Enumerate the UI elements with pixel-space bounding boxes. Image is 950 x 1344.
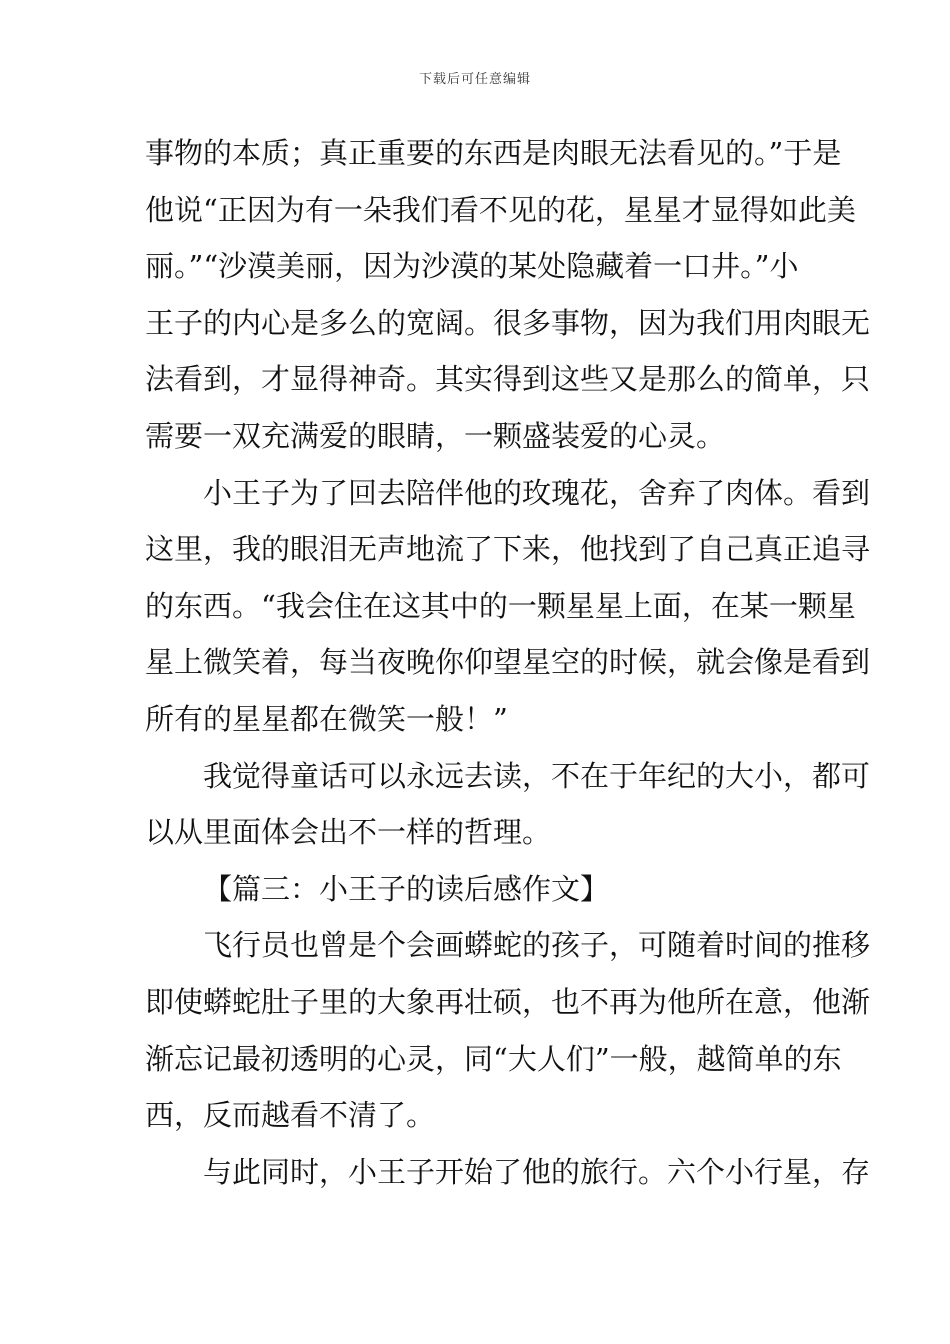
text-line: 西，反而越看不清了。 — [145, 1098, 436, 1133]
text-line: 丽。”“沙漠美丽，因为沙漠的某处隐藏着一口井。”小 — [145, 249, 799, 284]
text-line: 他说“正因为有一朵我们看不见的花，星星才显得如此美 — [145, 192, 856, 227]
page-header: 下载后可任意编辑 — [418, 72, 531, 87]
text-line: 渐忘记最初透明的心灵，同“大人们”一般，越简单的东 — [145, 1041, 842, 1076]
text-line: 的东西。“我会住在这其中的一颗星星上面，在某一颗星 — [145, 588, 856, 623]
text-line: 与此同时，小王子开始了他的旅行。六个小行星，存 — [203, 1154, 871, 1189]
text-line: 需要一双充满爱的眼睛，一颗盛装爱的心灵。 — [145, 418, 726, 453]
text-line: 事物的本质；真正重要的东西是肉眼无法看见的。”于是 — [145, 136, 842, 170]
text-line: 飞行员也曾是个会画蟒蛇的孩子，可随着时间的推移 — [203, 928, 871, 963]
text-line: 王子的内心是多么的宽阔。很多事物，因为我们用肉眼无 — [145, 305, 871, 340]
section-heading: 【篇三：小王子的读后感作文】 — [203, 871, 610, 906]
text-line: 小王子为了回去陪伴他的玫瑰花，舍弃了肉体。看到 — [203, 475, 871, 510]
text-line: 即使蟒蛇肚子里的大象再壮硕，也不再为他所在意，他渐 — [145, 984, 871, 1019]
text-line: 以从里面体会出不一样的哲理。 — [145, 815, 552, 850]
text-line: 所有的星星都在微笑一般！” — [145, 701, 508, 736]
text-line: 这里，我的眼泪无声地流了下来，他找到了自己真正追寻 — [145, 532, 871, 567]
text-line: 我觉得童话可以永远去读，不在于年纪的大小，都可 — [203, 758, 871, 793]
text-line: 法看到，才显得神奇。其实得到这些又是那么的简单，只 — [145, 362, 871, 397]
text-line: 星上微笑着，每当夜晚你仰望星空的时候，就会像是看到 — [145, 645, 871, 680]
document-body — [145, 125, 871, 1200]
